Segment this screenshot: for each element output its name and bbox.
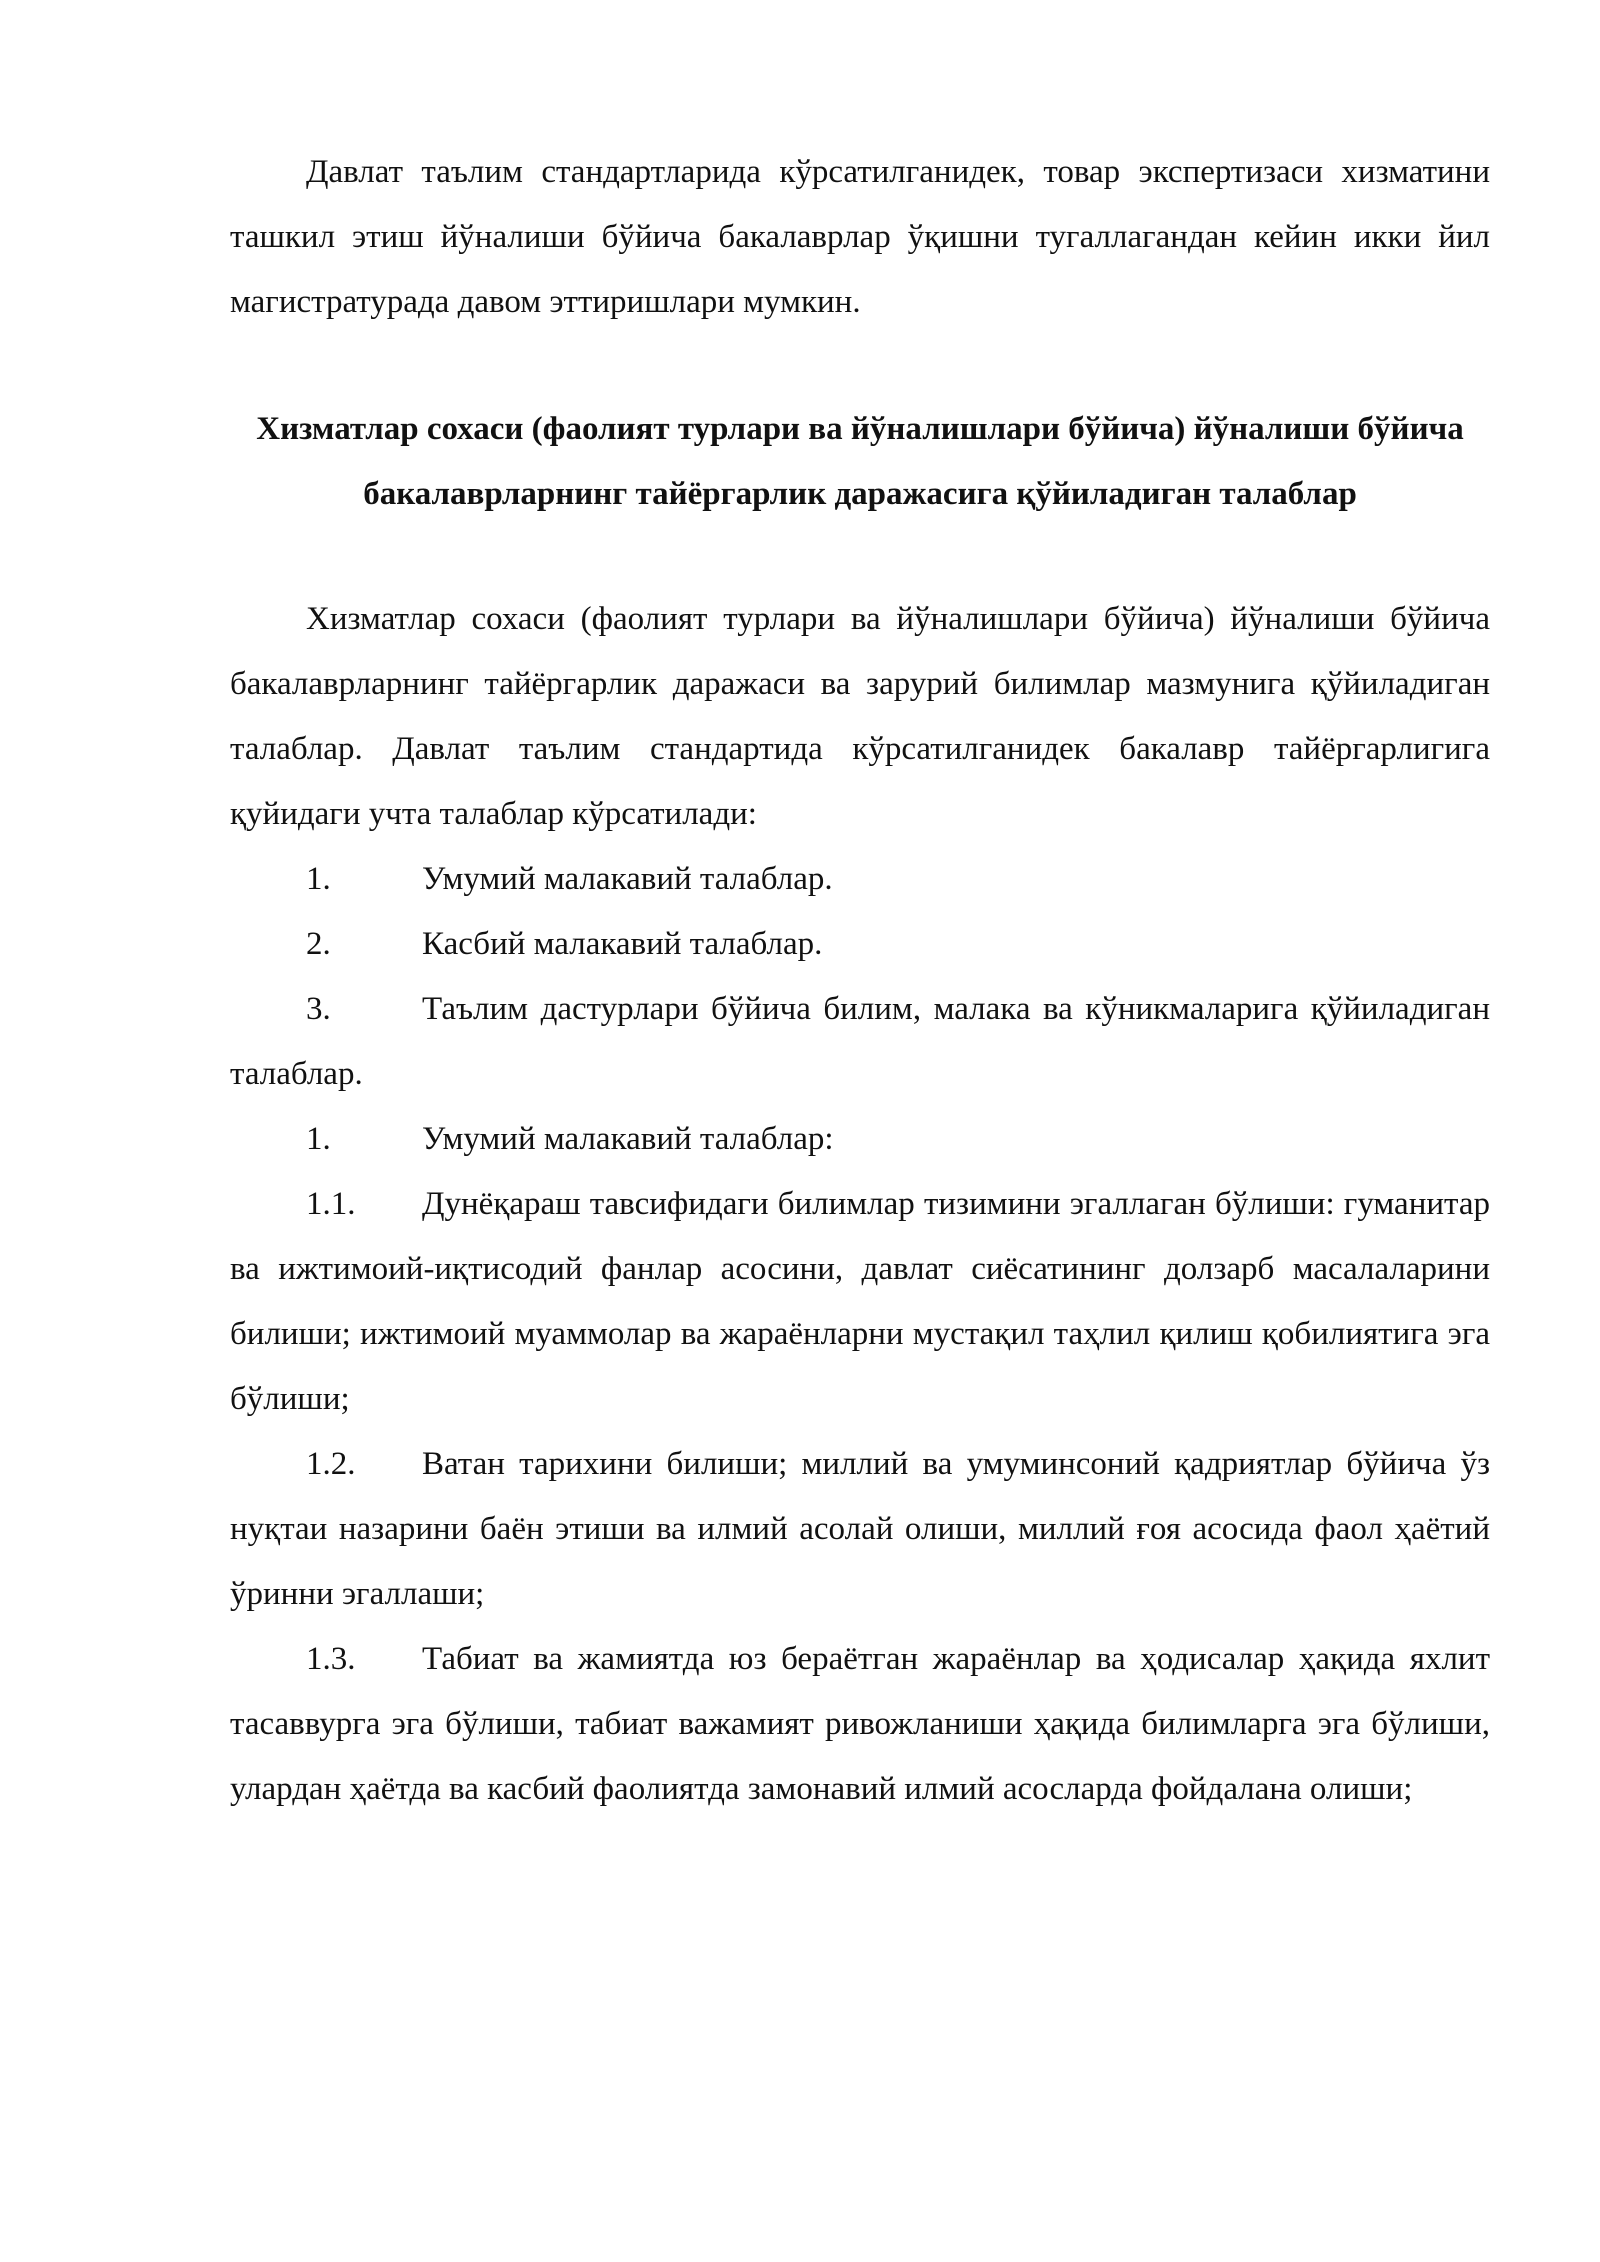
list-item [230,1107,1490,1172]
list-item [230,1627,1490,1822]
document-page [230,140,1490,1822]
list-item-text: Умумий малакавий талаблар: [422,1121,834,1157]
list-item [230,1432,1490,1627]
list-item-number: 3. [306,991,331,1027]
list-item-number: 1.2. [306,1446,356,1482]
list-item [230,912,1490,977]
list-item-number: 1. [306,861,331,897]
list-item-text: Касбий малакавий талаблар. [422,926,823,962]
list-item-number: 2. [306,926,331,962]
list-item-text: Дунёқараш тавсифидаги билимлар тизимини эгаллаган бўлиши: гуманитар ва ижтимоий-иқтисодий фанлар асосини, давлат сиёсатининг долзарб масалаларини билиши; ижтимоий муаммолар ва жараёнларни мустақил таҳлил қилиш қобилиятига эга бўлиши; [230,1186,1490,1417]
list-item [230,847,1490,912]
section-heading: Хизматлар сохаси (фаолият турлари ва йўналишлари бўйича) йўналиши бўйича бакалаврларнинг тайёргарлик даражасига қўйиладиган талаблар [256,411,1464,512]
list-item-text: Умумий малакавий талаблар. [422,861,833,897]
list-item-text: Табиат ва жамиятда юз бераётган жараёнлар ва ҳодисалар ҳақида яхлит тасаввурга эга бўлиши, табиат важамият ривожланиши ҳақида билимларга эга бўлиши, улардан ҳаётда ва касбий фаолиятда замонавий илмий асосларда фойдалана олиши; [230,1641,1490,1807]
list-item-text: Ватан тарихини билиши; миллий ва умуминсоний қадриятлар бўйича ўз нуқтаи назарини баён этиши ва илмий асолай олиши, миллий ғоя асосида фаол ҳаётий ўринни эгаллаши; [230,1446,1490,1612]
list-item-number: 1. [306,1121,331,1157]
list-item-text: Таълим дастурлари бўйича билим, малака ва кўникмаларига қўйиладиган талаблар. [230,991,1490,1092]
requirements-paragraph: Хизматлар сохаси (фаолият турлари ва йўналишлари бўйича) йўналиши бўйича бакалаврларнинг тайёргарлик даражаси ва зарурий билимлар мазмунига қўйиладиган талаблар. Давлат таълим стандартида кўрсатилганидек бакалавр тайёргарлигига қуйидаги учта талаблар кўрсатилади: [230,601,1490,832]
list-item-number: 1.1. [306,1186,356,1222]
list-item-number: 1.3. [306,1641,356,1677]
list-item [230,1172,1490,1432]
intro-paragraph: Давлат таълим стандартларида кўрсатилганидек, товар экспертизаси хизматини ташкил этиш йўналиши бўйича бакалаврлар ўқишни тугаллагандан кейин икки йил магистратурада давом эттиришлари мумкин. [230,154,1490,320]
list-item [230,977,1490,1107]
